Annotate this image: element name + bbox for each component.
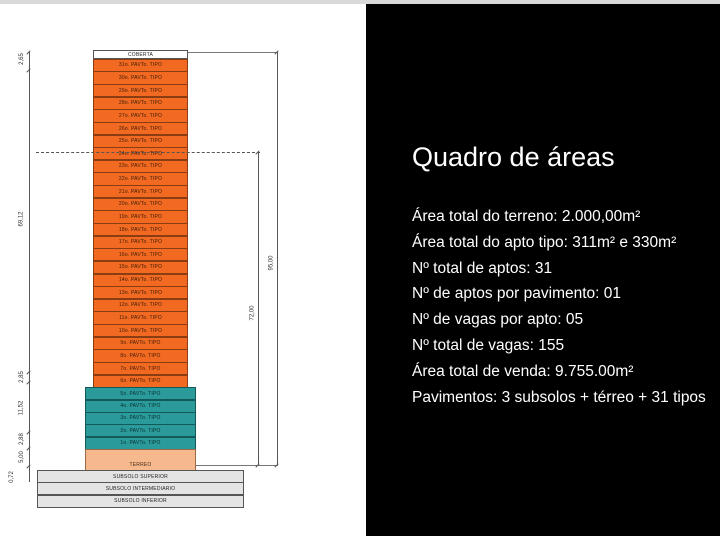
building-section-diagram xyxy=(0,4,366,536)
floor-base-34: SUBSOLO INTERMEDIARIO xyxy=(37,482,244,495)
dimension-label-ground: 5,00 xyxy=(18,451,25,463)
floor-orange-23: 9o. PAVTo. TIPO xyxy=(93,337,188,350)
floor-base-33: SUBSOLO SUPERIOR xyxy=(37,470,244,483)
summary-item: Nº de aptos por pavimento: 01 xyxy=(412,285,622,303)
floor-orange-9: 23o. PAVTo. TIPO xyxy=(93,160,188,173)
area-summary-list xyxy=(412,204,706,410)
floor-orange-21: 11o. PAVTo. TIPO xyxy=(93,311,188,324)
floor-orange-17: 15o. PAVTo. TIPO xyxy=(93,261,188,274)
floor-orange-2: 30o. PAVTo. TIPO xyxy=(93,71,188,84)
floor-teal-29: 3o. PAVTo. TIPO xyxy=(85,412,196,425)
floor-orange-4: 28o. PAVTo. TIPO xyxy=(93,97,188,110)
dimension-label-total: 95,00 xyxy=(268,255,275,271)
floor-orange-15: 17o. PAVTo. TIPO xyxy=(93,236,188,249)
floor-orange-22: 10o. PAVTo. TIPO xyxy=(93,324,188,337)
reference-dashed-line xyxy=(36,152,260,153)
floor-cover-0: COBERTA xyxy=(93,50,188,59)
floor-orange-13: 19o. PAVTo. TIPO xyxy=(93,210,188,223)
dimension-label-podium-lower: 2,88 xyxy=(18,433,25,445)
floor-orange-18: 14o. PAVTo. TIPO xyxy=(93,274,188,287)
summary-item: Pavimentos: 3 subsolos + térreo + 31 tipos xyxy=(412,388,706,406)
floor-orange-24: 8o. PAVTo. TIPO xyxy=(93,349,188,362)
summary-item: Área total do terreno: 2.000,00m² xyxy=(412,208,641,225)
ground-extension-line xyxy=(196,465,278,466)
floor-orange-25: 7o. PAVTo. TIPO xyxy=(93,362,188,375)
floor-teal-31: 1o. PAVTo. TIPO xyxy=(85,437,196,450)
floor-teal-30: 2o. PAVTo. TIPO xyxy=(85,424,196,437)
summary-item: Área total do apto tipo: 311m² e 330m² xyxy=(412,233,677,251)
dimension-label-orange-base: 2,85 xyxy=(18,371,25,383)
summary-item: Área total de venda: 9.755.00m² xyxy=(412,362,634,380)
floor-teal-27: 5o. PAVTo. TIPO xyxy=(85,387,196,400)
floor-orange-20: 12o. PAVTo. TIPO xyxy=(93,299,188,312)
floor-orange-3: 29o. PAVTo. TIPO xyxy=(93,84,188,97)
floor-orange-11: 21o. PAVTo. TIPO xyxy=(93,185,188,198)
floor-orange-1: 31o. PAVTo. TIPO xyxy=(93,59,188,72)
floor-orange-6: 26o. PAVTo. TIPO xyxy=(93,122,188,135)
floor-orange-7: 25o. PAVTo. TIPO xyxy=(93,135,188,148)
floor-orange-12: 20o. PAVTo. TIPO xyxy=(93,198,188,211)
dimension-label-mid: 72,00 xyxy=(249,305,256,321)
floor-orange-26: 6o. PAVTo. TIPO xyxy=(93,375,188,388)
top-extension-line xyxy=(188,52,278,53)
dimension-label-tower: 69,12 xyxy=(18,211,25,227)
floor-orange-8: 24o. PAVTo. TIPO xyxy=(93,147,188,160)
floor-orange-19: 13o. PAVTo. TIPO xyxy=(93,286,188,299)
dimension-label-top-cap: 2,65 xyxy=(18,53,25,65)
floor-base-35: SUBSOLO INFERIOR xyxy=(37,495,244,508)
area-summary-panel xyxy=(366,4,720,536)
floor-orange-10: 22o. PAVTo. TIPO xyxy=(93,172,188,185)
floor-orange-5: 27o. PAVTo. TIPO xyxy=(93,109,188,122)
floor-orange-14: 18o. PAVTo. TIPO xyxy=(93,223,188,236)
floor-teal-28: 4o. PAVTo. TIPO xyxy=(85,400,196,413)
floor-ground-32: TERREO xyxy=(85,449,196,471)
mid-dimension-line xyxy=(258,152,259,465)
dimension-label-subsoil: 0,72 xyxy=(8,471,15,483)
left-dimension-line xyxy=(29,52,30,482)
total-dimension-line xyxy=(277,52,278,465)
summary-item: Nº de vagas por apto: 05 xyxy=(412,311,584,329)
summary-item: Nº total de aptos: 31 xyxy=(412,259,553,277)
summary-item: Nº total de vagas: 155 xyxy=(412,336,565,354)
dimension-label-podium: 11,52 xyxy=(18,400,25,416)
panel-title: Quadro de áreas xyxy=(412,142,615,172)
floor-orange-16: 16o. PAVTo. TIPO xyxy=(93,248,188,261)
